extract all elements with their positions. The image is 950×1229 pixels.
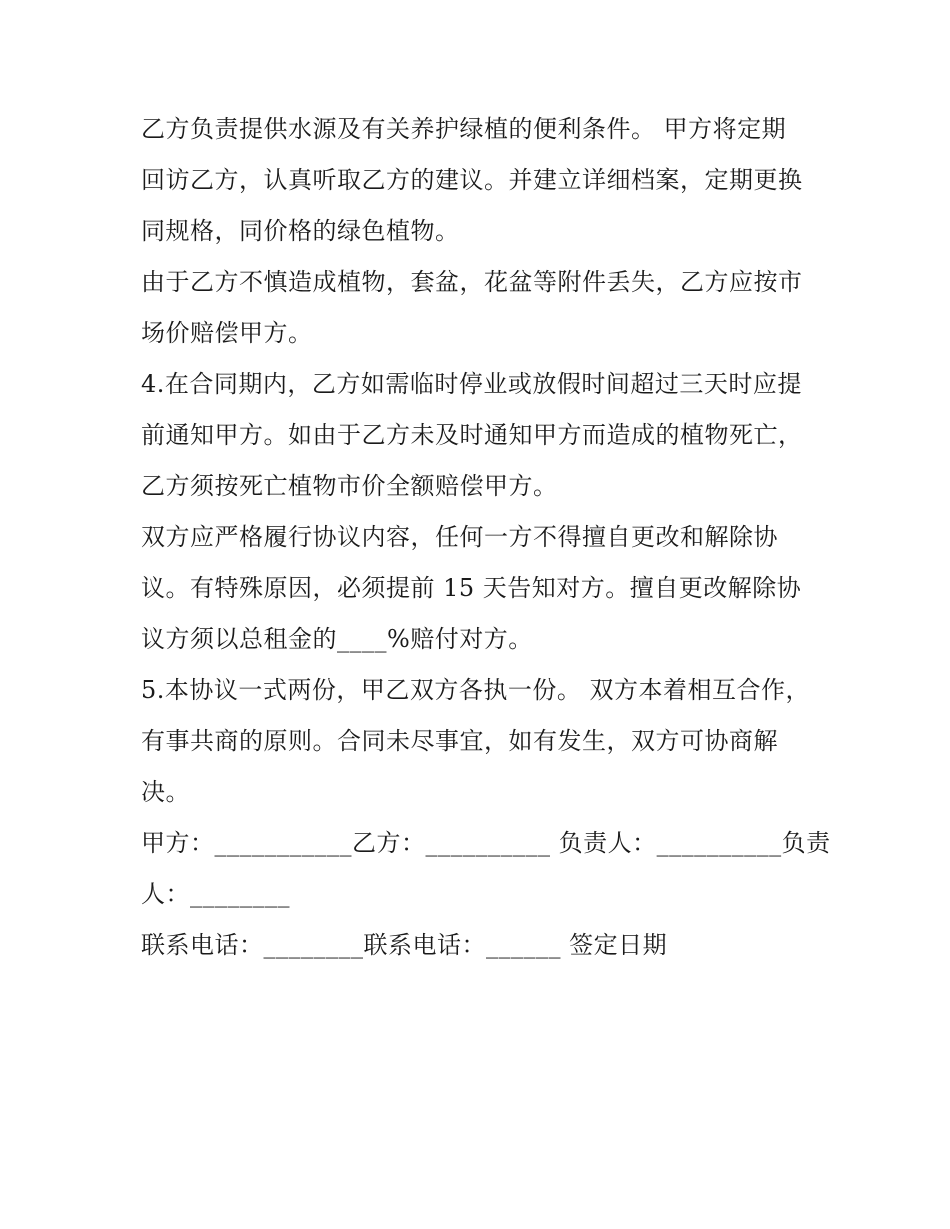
text-line: 双方应严格履行协议内容，任何一方不得擅自更改和解除协 [141,523,778,551]
text-line: 决。 [141,778,190,806]
text-line: 5.本协议一式两份，甲乙双方各执一份。 双方本着相互合作， [141,676,811,704]
text-line: 同规格，同价格的绿色植物。 [141,217,460,245]
contact-line: 联系电话：________联系电话：______ 签定日期 [141,931,668,959]
signature-line: 人：________ [141,880,290,908]
text-line: 前通知甲方。如由于乙方未及时通知甲方而造成的植物死亡， [141,421,803,449]
text-line: 乙方须按死亡植物市价全额赔偿甲方。 [141,472,558,500]
text-line: 乙方负责提供水源及有关养护绿植的便利条件。 甲方将定期 [141,115,787,143]
text-line: 回访乙方，认真听取乙方的建议。并建立详细档案，定期更换 [141,166,803,194]
document-body [141,104,831,971]
text-line: 4.在合同期内，乙方如需临时停业或放假时间超过三天时应提 [141,370,802,398]
text-line: 有事共商的原则。合同未尽事宜，如有发生，双方可协商解 [141,727,778,755]
signature-line: 甲方：___________乙方：__________ 负责人：__________负责 [141,829,831,857]
text-line: 议。有特殊原因，必须提前 15 天告知对方。擅自更改解除协 [141,574,802,602]
text-line: 由于乙方不慎造成植物，套盆，花盆等附件丢失，乙方应按市 [141,268,803,296]
text-line: 议方须以总租金的____%赔付对方。 [141,625,533,653]
text-line: 场价赔偿甲方。 [141,319,313,347]
